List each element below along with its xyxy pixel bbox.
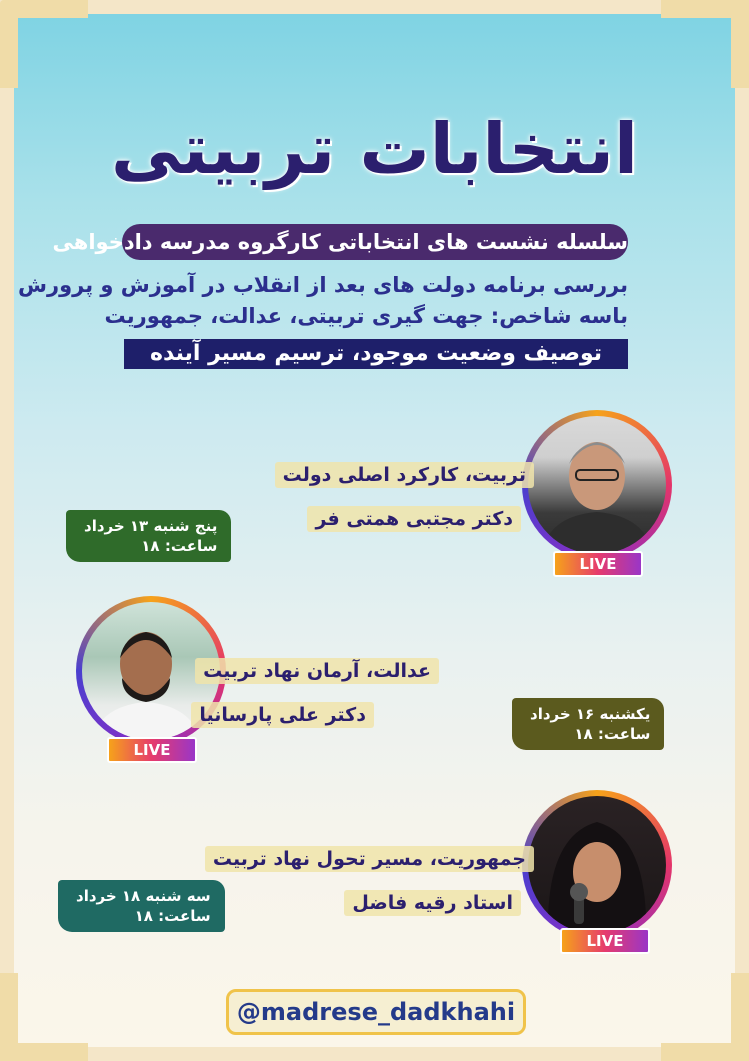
- speaker-3-photo: [528, 796, 666, 934]
- description-line-3: توصیف وضعیت موجود، ترسیم مسیر آینده: [124, 339, 628, 369]
- session-3-topic: جمهوریت، مسیر تحول نهاد تربیت: [205, 846, 534, 872]
- description-line-1: بررسی برنامه دولت های بعد از انقلاب در آموزش و پرورش: [18, 273, 628, 297]
- live-badge: LIVE: [107, 737, 197, 763]
- speaker-3-avatar: [522, 790, 672, 940]
- session-1-speaker: دکتر مجتبی همتی فر: [307, 506, 521, 532]
- frame-corner: [661, 973, 749, 1061]
- session-1-topic: تربیت، کارکرد اصلی دولت: [275, 462, 534, 488]
- live-badge: LIVE: [560, 928, 650, 954]
- person-icon: [528, 416, 666, 554]
- poster-title: انتخابات تربیتی: [111, 108, 638, 190]
- speaker-1-avatar: [522, 410, 672, 560]
- session-1-time: ساعت: ۱۸: [141, 537, 218, 555]
- session-1-day: پنج شنبه ۱۳ خرداد: [84, 517, 218, 535]
- frame-corner: [0, 973, 88, 1061]
- speaker-1-photo: [528, 416, 666, 554]
- frame-corner: [0, 0, 88, 88]
- session-3-schedule: [58, 880, 225, 932]
- description-line-2: باسه شاخص: جهت گیری تربیتی، عدالت، جمهوریت: [104, 304, 628, 328]
- session-2-speaker: دکتر علی پارسانیا: [191, 702, 374, 728]
- session-1-schedule: [66, 510, 231, 562]
- session-3-time: ساعت: ۱۸: [134, 907, 211, 925]
- session-2-topic: عدالت، آرمان نهاد تربیت: [195, 658, 439, 684]
- session-3-day: سه شنبه ۱۸ خرداد: [76, 887, 211, 905]
- social-handle[interactable]: @madrese_dadkhahi: [226, 989, 526, 1035]
- frame-corner: [661, 0, 749, 88]
- person-icon: [528, 796, 666, 934]
- session-2-day: یکشنبه ۱۶ خرداد: [530, 705, 651, 723]
- session-3-speaker: استاد رقیه فاضل: [344, 890, 521, 916]
- live-badge: LIVE: [553, 551, 643, 577]
- session-2-time: ساعت: ۱۸: [574, 725, 651, 743]
- poster-subtitle: سلسله نشست های انتخاباتی کارگروه مدرسه دادخواهی: [122, 224, 628, 260]
- session-2-schedule: [512, 698, 664, 750]
